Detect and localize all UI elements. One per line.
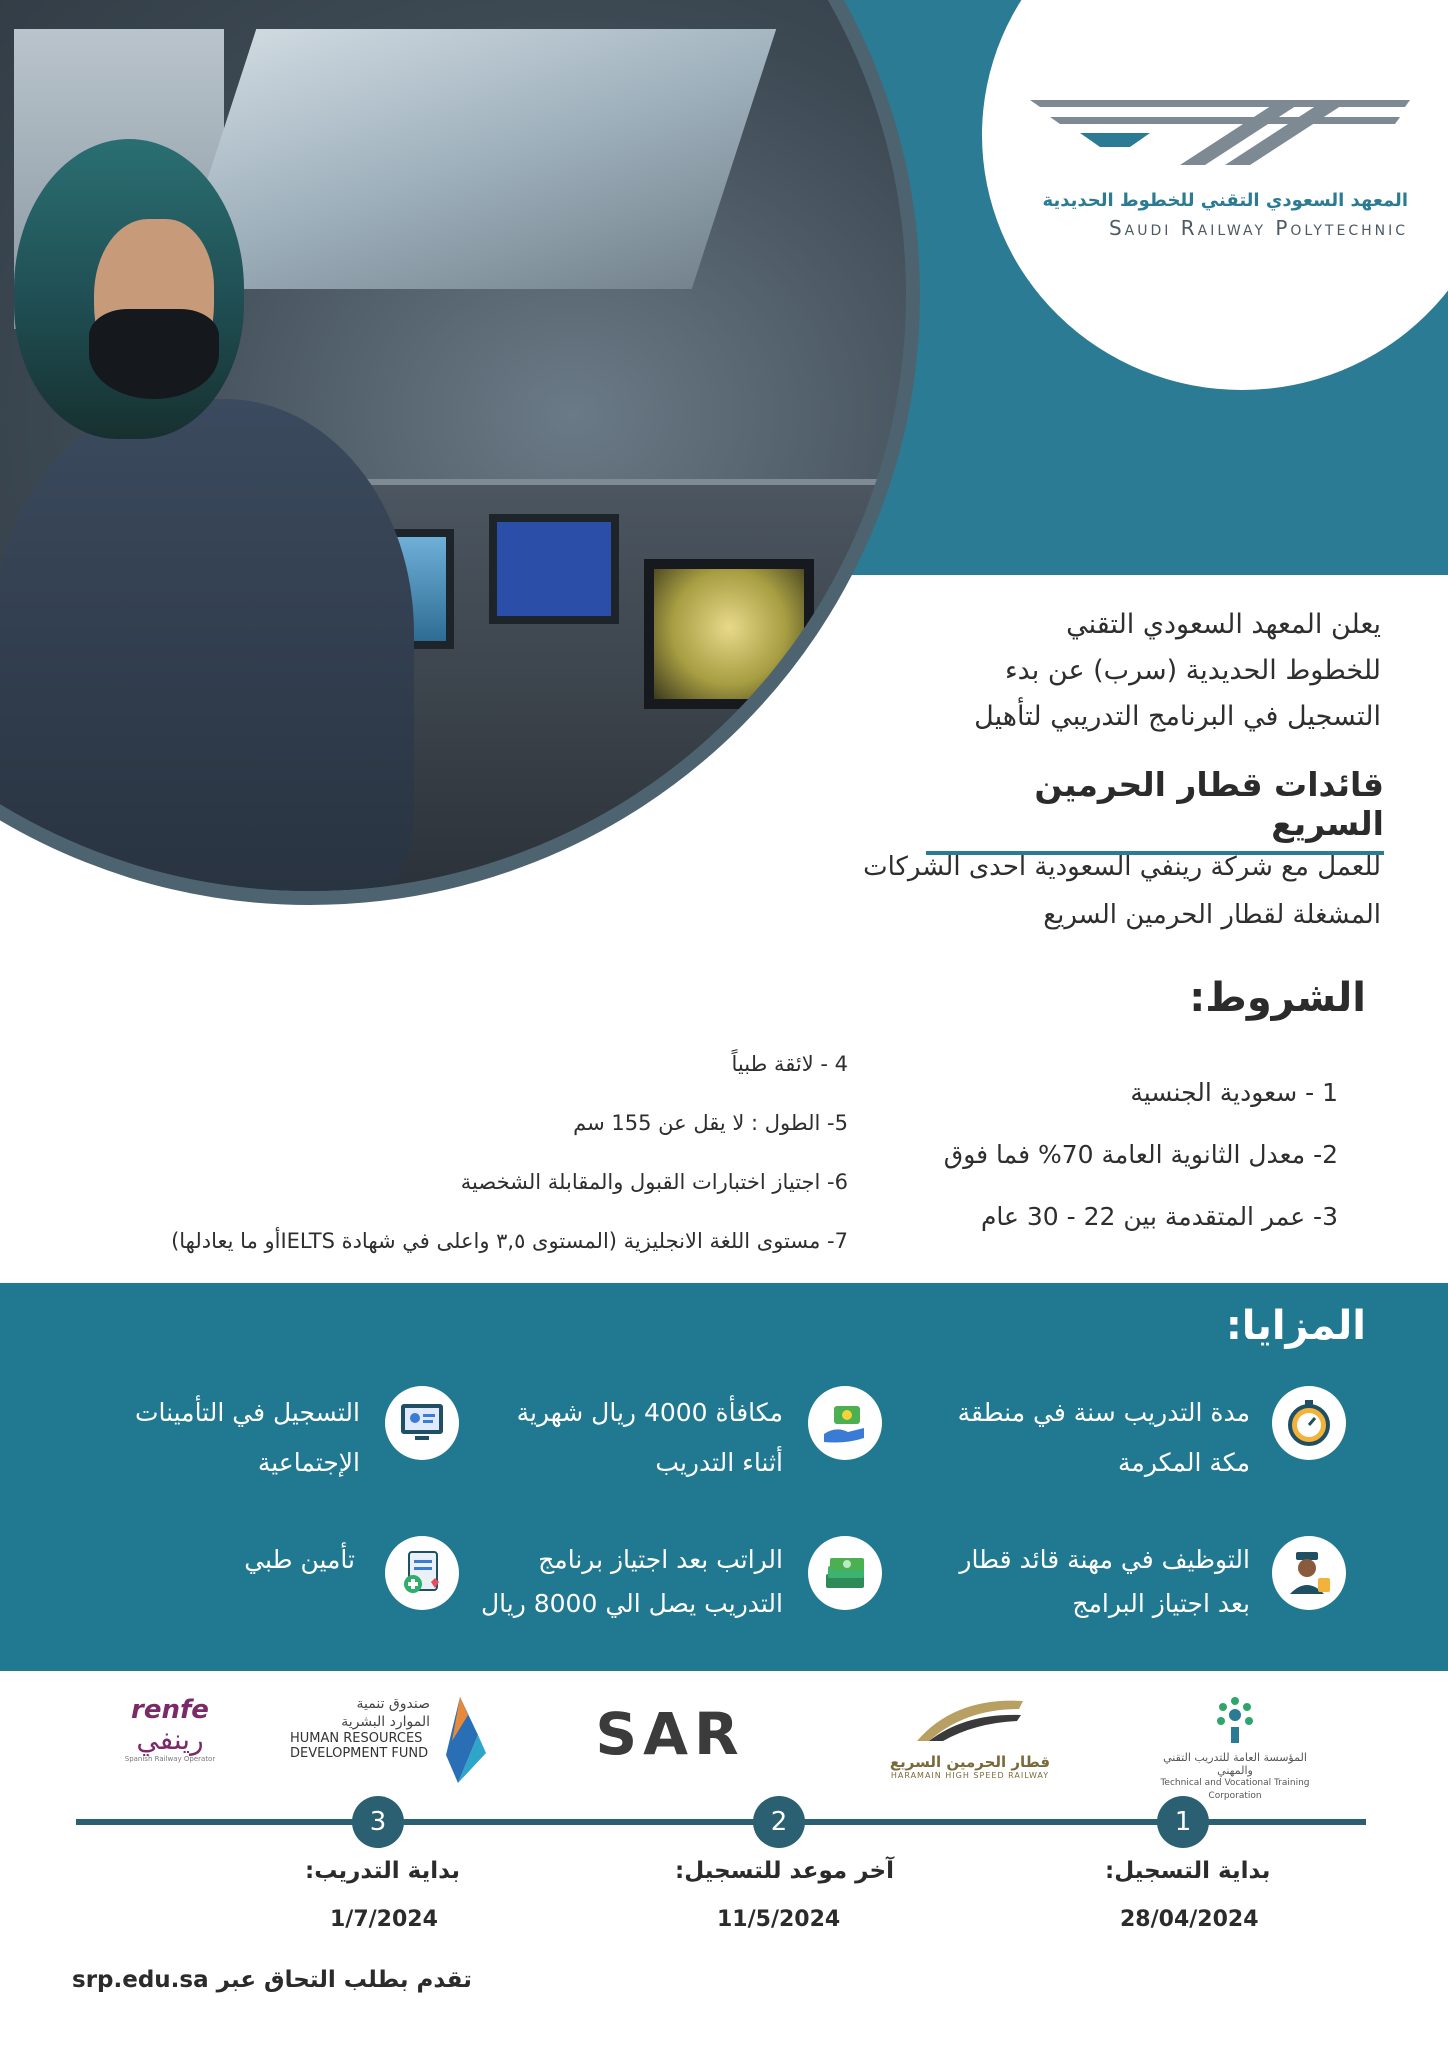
benefit-line: مدة التدريب سنة في منطقة — [957, 1398, 1250, 1427]
condition-item: 5- الطول : لا يقل عن 155 سم — [573, 1111, 848, 1135]
renfe-arabic: رينفي — [136, 1723, 204, 1756]
company-line: للعمل مع شركة رينفي السعودية احدى الشركات — [863, 852, 1381, 882]
condition-item: 2- معدل الثانوية العامة 70% فما فوق — [943, 1140, 1338, 1169]
dashboard-screen-middle — [489, 514, 619, 624]
cash-stack-icon — [808, 1536, 882, 1610]
operator-mask — [89, 309, 219, 399]
benefit-item-medical-insurance — [155, 1538, 355, 1582]
haramain-arabic: قطار الحرمين السريع — [889, 1753, 1051, 1771]
hrdf-arabic: صندوق تنمية — [356, 1696, 430, 1712]
benefit-item-monthly-stipend — [443, 1388, 783, 1488]
sar-logo — [570, 1700, 770, 1768]
money-hand-icon — [808, 1386, 882, 1460]
logo-arabic-name: المعهد السعودي التقني للخطوط الحديدية — [1042, 190, 1408, 211]
train-cab-photo — [0, 0, 920, 905]
registration-deadline-date: 11/5/2024 — [717, 1907, 841, 1932]
announcement-line: يعلن المعهد السعودي التقني — [1066, 609, 1381, 640]
company-text — [781, 843, 1381, 939]
hrdf-logo — [290, 1695, 490, 1785]
benefits-title: المزايا: — [1225, 1303, 1366, 1349]
registration-start-label: بداية التسجيل: — [1105, 1858, 1271, 1884]
announcement-line: التسجيل في البرنامج التدريبي لتأهيل — [974, 701, 1381, 732]
haramain-english: HARAMAIN HIGH SPEED RAILWAY — [890, 1771, 1050, 1780]
hrdf-arabic: الموارد البشرية — [341, 1714, 430, 1730]
registration-deadline-label: آخر موعد للتسجيل: — [675, 1858, 894, 1884]
training-start-label: بداية التدريب: — [305, 1858, 461, 1884]
benefit-item-employment — [870, 1538, 1250, 1626]
tvtc-arabic: المؤسسة العامة للتدريب التقني والمهني — [1163, 1751, 1307, 1777]
renfe-wordmark: renfe — [131, 1695, 209, 1725]
apply-link-note[interactable]: تقدم بطلب التحاق عبر srp.edu.sa — [72, 1967, 472, 1993]
hrdf-english: DEVELOPMENT FUND — [290, 1746, 429, 1761]
benefit-line: الراتب بعد اجتياز برنامج — [538, 1545, 783, 1574]
benefit-item-salary — [453, 1538, 783, 1626]
condition-item: 4 - لائقة طبياً — [731, 1052, 848, 1076]
benefit-line: بعد اجتياز البرامج — [1072, 1589, 1250, 1618]
condition-item: 1 - سعودية الجنسية — [1130, 1078, 1338, 1107]
benefit-item-social-insurance — [40, 1388, 360, 1488]
benefit-line: أثناء التدريب — [655, 1448, 783, 1477]
conditions-title: الشروط: — [1189, 975, 1366, 1021]
hrdf-english: HUMAN RESOURCES — [290, 1731, 423, 1746]
announcement-line: للخطوط الحديدية (سرب) عن بدء — [1004, 655, 1381, 686]
logo-english-name: Saudi Railway Polytechnic — [1108, 216, 1408, 240]
condition-item: 6- اجتياز اختبارات القبول والمقابلة الشخصية — [460, 1170, 848, 1194]
benefit-line: التسجيل في التأمينات — [134, 1398, 360, 1427]
monitor-id-icon — [385, 1386, 459, 1460]
stopwatch-icon — [1272, 1386, 1346, 1460]
benefit-line: التدريب يصل الي 8000 ريال — [480, 1589, 783, 1618]
benefit-line: الإجتماعية — [257, 1448, 360, 1477]
tvtc-logo — [1150, 1695, 1320, 1803]
company-line: المشغلة لقطار الحرمين السريع — [1043, 900, 1381, 930]
benefit-line: تأمين طبي — [244, 1545, 355, 1574]
tvtc-emblem-icon — [1211, 1695, 1259, 1747]
tvtc-english: Technical and Vocational Training Corporation — [1160, 1778, 1310, 1801]
timeline-step-2: 2 — [753, 1796, 805, 1848]
train-driver-icon — [1272, 1536, 1346, 1610]
sar-wordmark: SAR — [595, 1700, 745, 1768]
medical-report-icon — [385, 1536, 459, 1610]
training-start-date: 1/7/2024 — [330, 1907, 438, 1932]
haramain-train-icon — [915, 1695, 1025, 1749]
benefit-line: مكافأة 4000 ريال شهرية — [516, 1398, 783, 1427]
condition-item: 3- عمر المتقدمة بين 22 - 30 عام — [980, 1202, 1338, 1231]
job-title: قائدات قطار الحرمين السريع — [926, 765, 1384, 855]
announcement-text — [821, 602, 1381, 740]
condition-item: 7- مستوى اللغة الانجليزية (المستوى ٣,٥ واعلى في شهادة IELTSأو ما يعادلها) — [171, 1229, 848, 1253]
benefits-section — [0, 1283, 1448, 1671]
operator-figure — [0, 399, 414, 905]
conditions-list-left — [48, 1035, 848, 1271]
benefit-line: التوظيف في مهنة قائد قطار — [959, 1545, 1250, 1574]
cab-front-window — [172, 29, 776, 289]
benefit-item-training-duration — [890, 1388, 1250, 1488]
speedometer-screen — [644, 559, 814, 709]
timeline-step-1: 1 — [1157, 1796, 1209, 1848]
renfe-logo — [110, 1695, 230, 1763]
haramain-logo — [870, 1695, 1070, 1780]
timeline-step-3: 3 — [352, 1796, 404, 1848]
benefit-line: مكة المكرمة — [1118, 1448, 1250, 1477]
renfe-tagline: Spanish Railway Operator — [124, 1755, 216, 1763]
registration-start-date: 28/04/2024 — [1120, 1907, 1259, 1932]
conditions-list-right — [858, 1062, 1338, 1248]
srp-logo-icon — [1030, 95, 1410, 175]
hrdf-emblem-icon — [438, 1695, 486, 1785]
